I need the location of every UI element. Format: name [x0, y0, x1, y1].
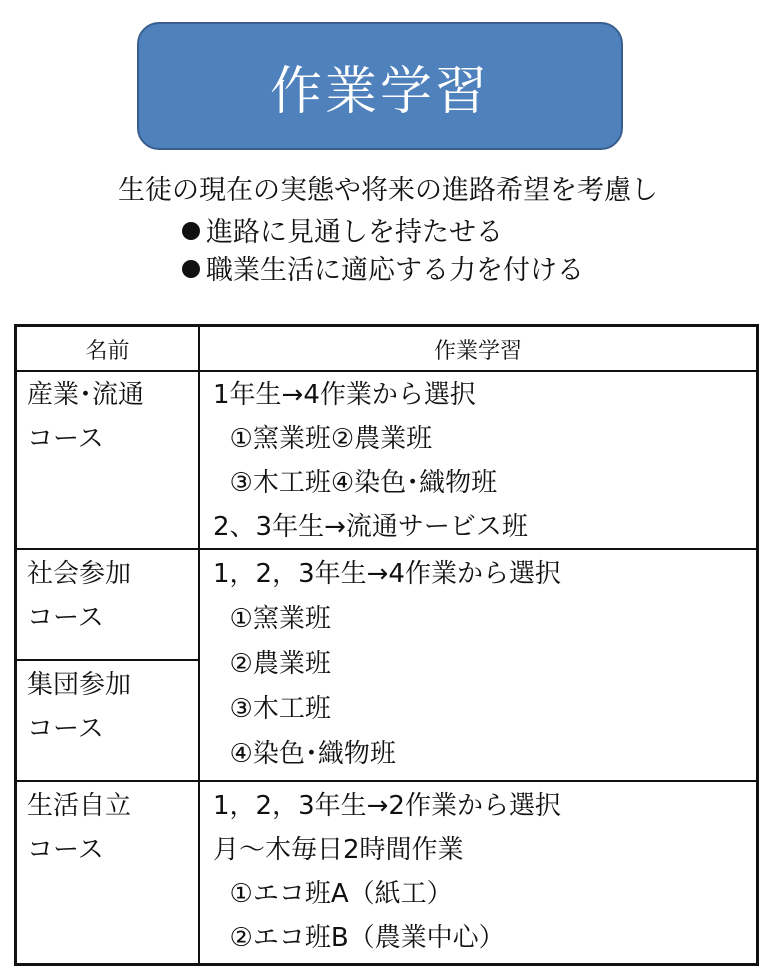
page-title: 作業学習	[269, 61, 490, 122]
row-divider	[17, 659, 198, 661]
course-name: コース	[27, 603, 104, 633]
intro-bullet	[182, 248, 584, 287]
course-name: 産業･流通	[27, 380, 145, 410]
course-content-line: ②農業班	[213, 649, 331, 679]
intro-lead-text: 生徒の現在の実態や将来の進路希望を考慮し	[118, 175, 658, 206]
course-name: コース	[27, 424, 104, 454]
course-name: コース	[27, 835, 104, 865]
course-content-line: 月～木毎日2時間作業	[213, 835, 464, 865]
bullet-dot-icon	[182, 222, 200, 240]
course-content-line: ③木工班④染色･織物班	[213, 468, 498, 498]
course-content-line: ①窯業班②農業班	[213, 424, 433, 454]
course-content-line: 1，2，3年生→2作業から選択	[213, 791, 561, 821]
title-banner	[137, 22, 623, 150]
row-divider	[17, 780, 756, 782]
course-content-line: 1，2，3年生→4作業から選択	[213, 559, 561, 589]
course-content-line: 1年生→4作業から選択	[213, 380, 476, 410]
bullet-dot-icon	[182, 260, 200, 278]
intro-bullet	[182, 210, 503, 249]
course-name: 社会参加	[27, 559, 132, 589]
course-content-line: 2、3年生→流通サービス班	[213, 512, 528, 542]
header-name: 名前	[85, 338, 130, 364]
course-name: 生活自立	[27, 791, 132, 821]
column-divider	[198, 327, 200, 963]
header-work-study: 作業学習	[433, 338, 522, 364]
course-content-line: ①窯業班	[213, 604, 331, 634]
course-content-line: ②エコ班B（農業中心）	[213, 923, 505, 953]
course-name: コース	[27, 714, 104, 744]
course-content-line: ④染色･織物班	[213, 739, 396, 769]
course-name: 集団参加	[27, 670, 132, 700]
course-content-line: ③木工班	[213, 694, 331, 724]
intro-bullet-text: 進路に見通しを持たせる	[206, 217, 503, 248]
course-content-line: ①エコ班A（紙工）	[213, 879, 453, 909]
course-table	[14, 324, 759, 966]
intro-bullet-text: 職業生活に適応する力を付ける	[206, 255, 584, 286]
